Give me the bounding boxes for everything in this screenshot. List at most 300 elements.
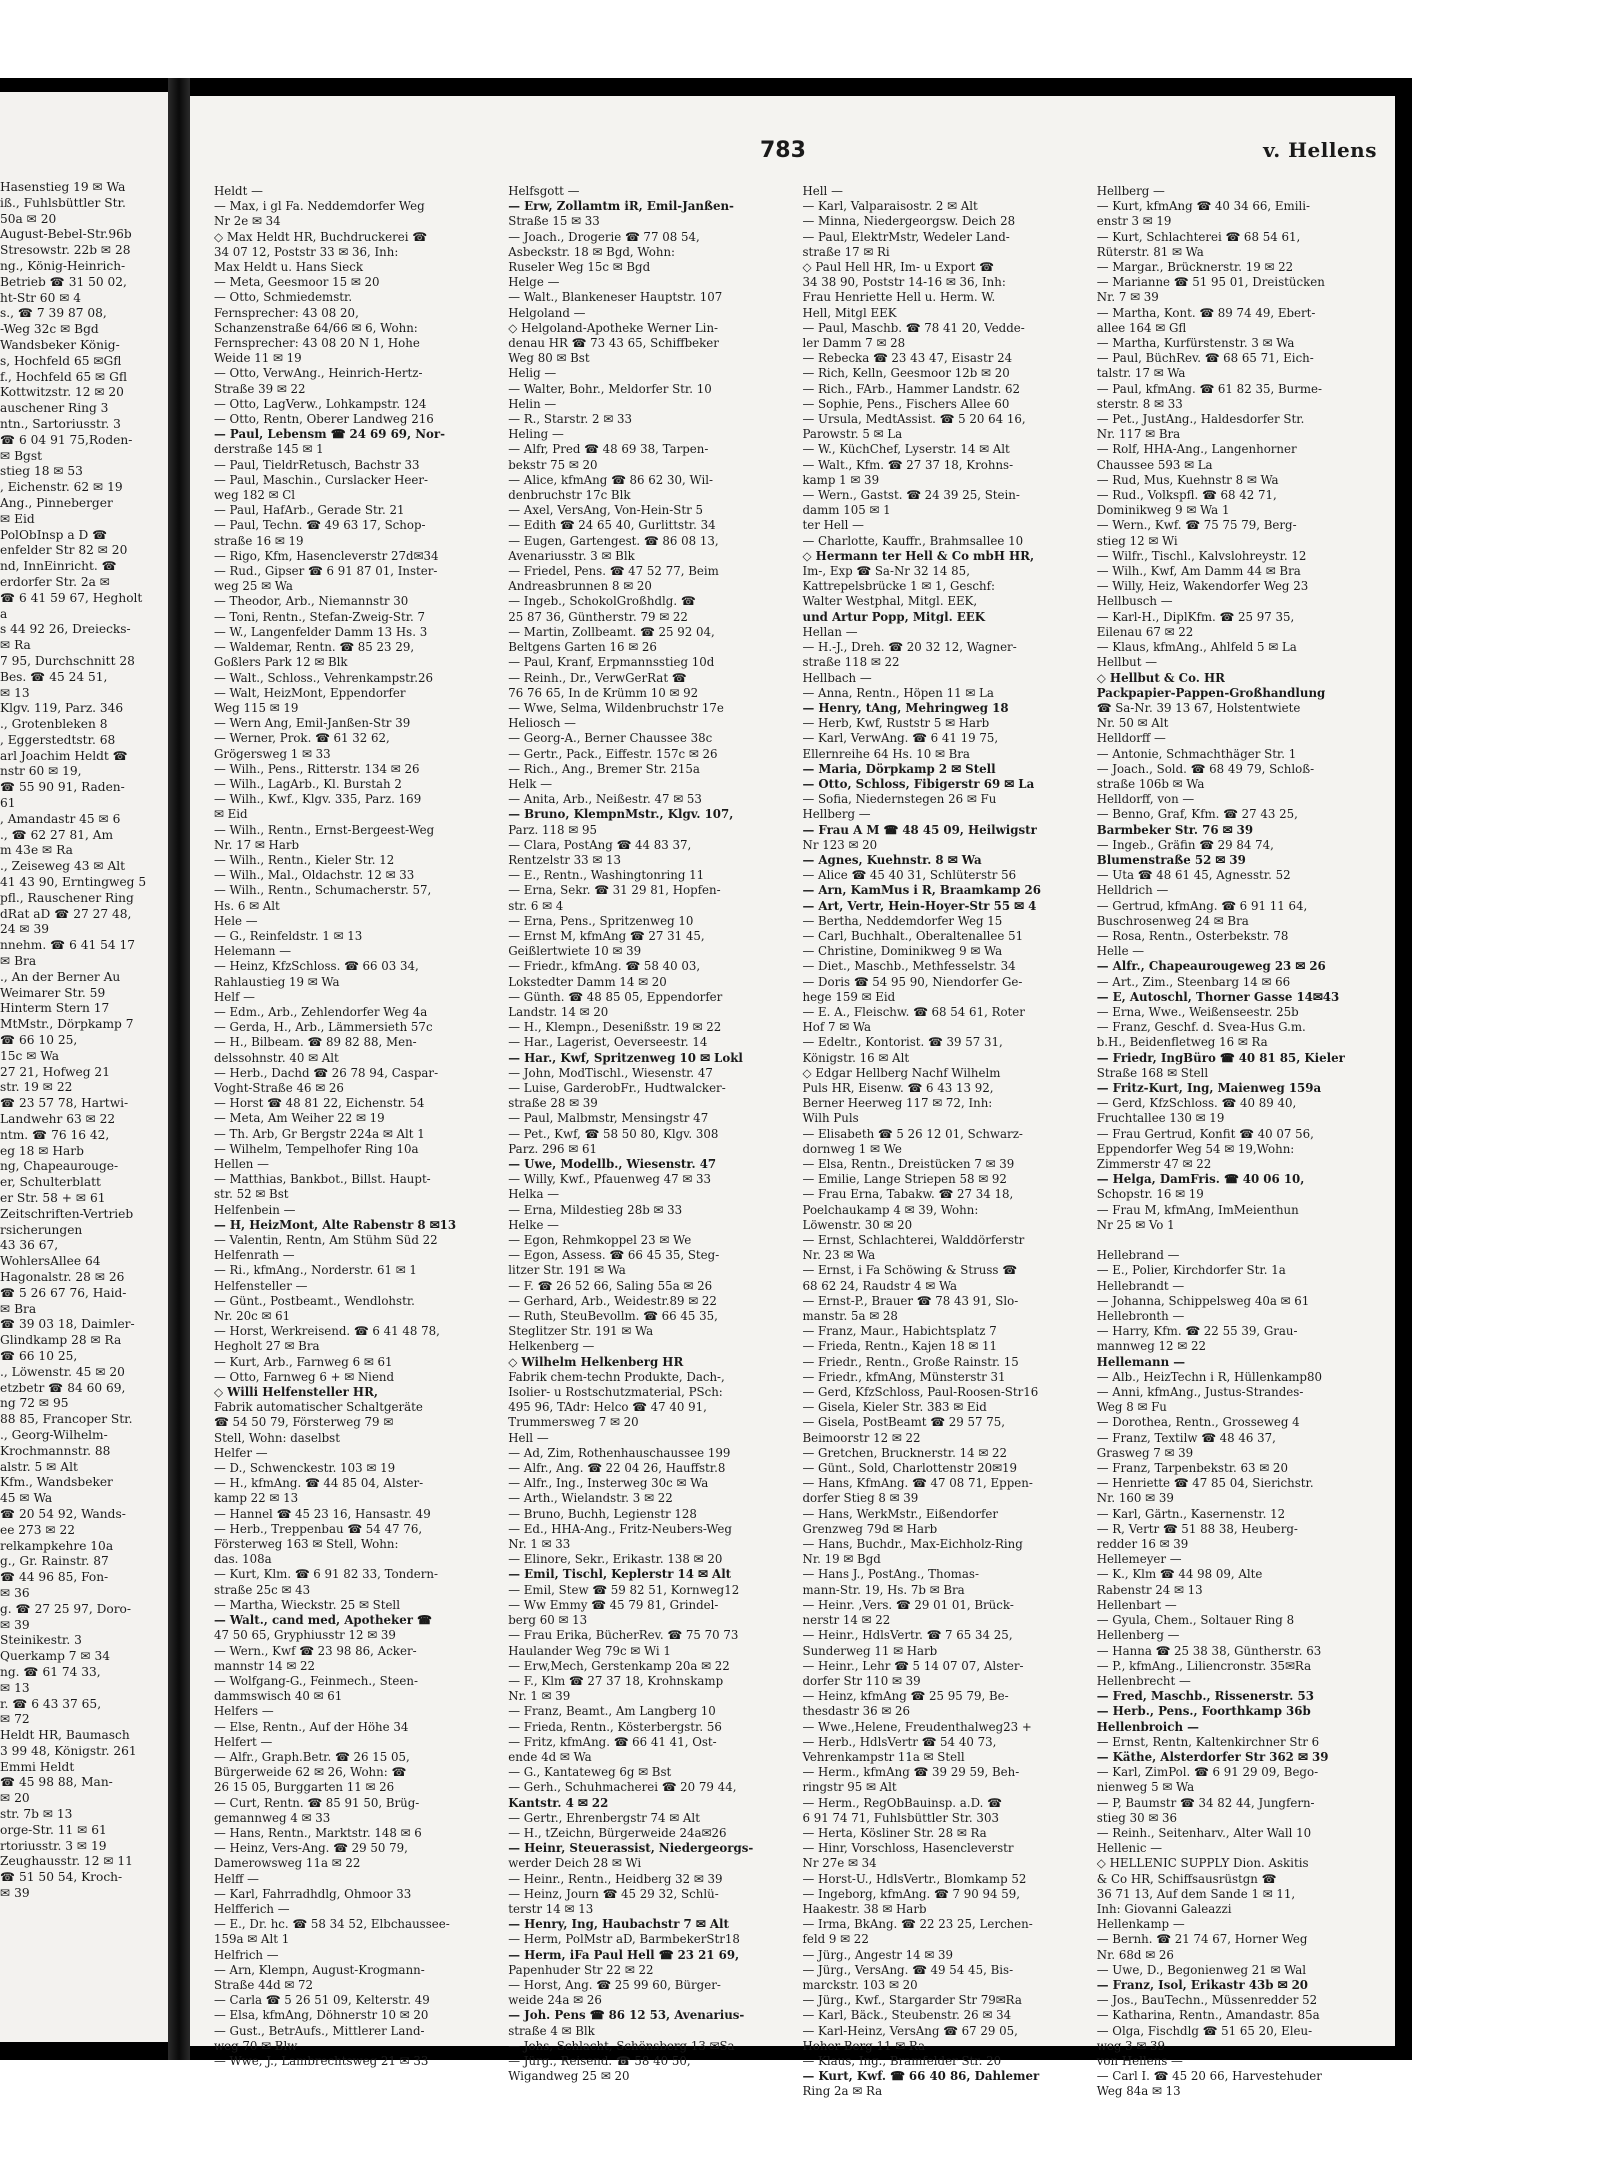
directory-entry: — Frau M, kfmAng, ImMeienthun <box>1096 1202 1299 1217</box>
directory-entry: — Kurt, Kwf. ☎ 66 40 86, Dahlemer <box>802 2069 1040 2084</box>
page-number: 783 <box>760 138 806 163</box>
directory-entry: — Heinz, KfzSchloss. ☎ 66 03 34, <box>214 959 419 974</box>
directory-entry: Hellebrand — <box>1096 1248 1180 1263</box>
directory-entry: Hellenbroich — <box>1096 1719 1199 1734</box>
directory-entry: — Erna, Wwe., Weißenseestr. 25b <box>1096 1004 1299 1019</box>
directory-entry: Hoher Berg 11 ✉ Ra <box>802 2038 926 2053</box>
directory-entry: kamp 22 ✉ 13 <box>214 1491 299 1506</box>
directory-entry: — Kurt, Schlachterei ☎ 68 54 61, <box>1096 229 1301 244</box>
directory-entry: Heling — <box>508 427 564 442</box>
directory-entry: — Erna, Mildestieg 28b ✉ 33 <box>508 1202 683 1217</box>
directory-entry: ◇ Hellbut & Co. HR <box>1096 670 1225 685</box>
directory-entry: — Ruth, SteuBevollm. ☎ 66 45 35, <box>508 1309 718 1324</box>
directory-entry: — Heinr. ,Vers. ☎ 29 01 01, Brück- <box>802 1597 1014 1612</box>
directory-entry: — Heinz, kfmAng ☎ 25 95 79, Be- <box>802 1689 1009 1704</box>
directory-entry: — Wilhelm, Tempelhofer Ring 10a <box>214 1141 419 1156</box>
left-fragment-line: Glindkamp 28 ✉ Ra <box>0 1333 122 1348</box>
left-fragment-line: alstr. 5 ✉ Alt <box>0 1459 78 1474</box>
directory-entry: Nr. 160 ✉ 39 <box>1096 1491 1174 1506</box>
directory-entry: — Heinz, Vers-Ang. ☎ 29 50 79, <box>214 1841 408 1856</box>
left-fragment-line: ✉ 13 <box>0 1680 30 1695</box>
directory-entry: — Luise, GarderobFr., Hudtwalcker- <box>508 1080 726 1095</box>
directory-entry: — P, Baumstr ☎ 34 82 44, Jungfern- <box>1096 1795 1315 1810</box>
directory-entry: 6 91 74 71, Fuhlsbüttler Str. 303 <box>802 1810 999 1825</box>
directory-entry: dornweg 1 ✉ We <box>802 1141 902 1156</box>
directory-entry: — Valentin, Rentn, Am Stühm Süd 22 <box>214 1233 438 1248</box>
directory-entry: — Wilh., Pens., Ritterstr. 134 ✉ 26 <box>214 761 420 776</box>
directory-entry: Wilh Puls <box>802 1111 859 1126</box>
directory-entry: straße 16 ✉ 19 <box>214 533 304 548</box>
directory-entry: Im-, Exp ☎ Sa-Nr 32 14 85, <box>802 564 970 579</box>
directory-entry: Fernsprecher: 43 08 20 N 1, Hohe <box>214 336 420 351</box>
directory-entry: — Egon, Rehmkoppel 23 ✉ We <box>508 1233 692 1248</box>
directory-entry: — Elisabeth ☎ 5 26 12 01, Schwarz- <box>802 1126 1023 1141</box>
directory-entry: — Alfr., Chapeaurougeweg 23 ✉ 26 <box>1096 959 1326 974</box>
directory-entry: — Eugen, Gartengest. ☎ 86 08 13, <box>508 533 719 548</box>
left-fragment-line: Hinterm Stern 17 <box>0 1001 110 1016</box>
directory-entry: — Franz, Maur., Habichtsplatz 7 <box>802 1324 997 1339</box>
directory-entry: — Heinz, Journ ☎ 45 29 32, Schlü- <box>508 1886 719 1901</box>
directory-entry: — Gerd, KfzSchloss, Paul-Roosen-Str16 <box>802 1385 1039 1400</box>
directory-entry: Hellenbrecht — <box>1096 1673 1191 1688</box>
directory-entry: litzer Str. 191 ✉ Wa <box>508 1263 626 1278</box>
directory-entry: — Anita, Arb., Neißestr. 47 ✉ 53 <box>508 792 702 807</box>
directory-entry: — Marianne ☎ 51 95 01, Dreistücken <box>1096 275 1325 290</box>
directory-entry: Helig — <box>508 366 557 381</box>
directory-entry: — H., Bilbeam. ☎ 89 82 88, Men- <box>214 1035 417 1050</box>
left-fragment-line: ☎ 45 98 88, Man- <box>0 1775 113 1790</box>
directory-entry: — Willy, Kwf., Pfauenweg 47 ✉ 33 <box>508 1172 712 1187</box>
directory-entry: — Ernst-P., Brauer ☎ 78 43 91, Slo- <box>802 1293 1019 1308</box>
directory-entry: — Gerda, H., Arb., Lämmersieth 57c <box>214 1020 433 1035</box>
directory-entry: — Walt., Blankeneser Hauptstr. 107 <box>508 290 723 305</box>
directory-entry: Fernsprecher: 43 08 20, <box>214 305 359 320</box>
directory-entry: — Benno, Graf, Kfm. ☎ 27 43 25, <box>1096 807 1298 822</box>
left-fragment-line: Stresowstr. 22b ✉ 28 <box>0 243 131 258</box>
directory-entry: — Paul, TieldrRetusch, Bachstr 33 <box>214 457 420 472</box>
directory-entry: weg 3 ✉ 39 <box>1096 2038 1166 2053</box>
directory-entry: kamp 1 ✉ 39 <box>802 472 880 487</box>
directory-entry: weg 25 ✉ Wa <box>214 579 293 594</box>
directory-entry: — Charlotte, Kauffr., Brahmsallee 10 <box>802 533 1024 548</box>
directory-entry: Max Heldt u. Hans Sieck <box>214 260 364 275</box>
directory-entry: — Wern Ang, Emil-Janßen-Str 39 <box>214 716 411 731</box>
directory-entry: — Friedr., kfmAng. ☎ 58 40 03, <box>508 959 701 974</box>
directory-entry: — Gust., BetrAufs., Mittlerer Land- <box>214 2023 425 2038</box>
directory-entry: — G., Reinfeldstr. 1 ✉ 13 <box>214 928 363 943</box>
directory-entry: — Edeltr., Kontorist. ☎ 39 57 31, <box>802 1035 1003 1050</box>
directory-entry: — R., Starstr. 2 ✉ 33 <box>508 412 632 427</box>
directory-entry: — H, HeizMont, Alte Rabenstr 8 ✉13 <box>214 1217 457 1232</box>
left-fragment-line: str. 19 ✉ 22 <box>0 1080 73 1095</box>
directory-entry: Dominikweg 9 ✉ Wa 1 <box>1096 503 1230 518</box>
left-fragment-line: ☎ 66 10 25, <box>0 1348 78 1363</box>
left-fragment-line: ☎ 6 04 91 75,Roden- <box>0 432 133 447</box>
directory-columns <box>214 184 1385 2099</box>
left-fragment-line: ☎ 6 41 59 67, Hegholt <box>0 590 143 605</box>
directory-entry: Stell, Wohn: daselbst <box>214 1430 340 1445</box>
directory-entry: — Frau Gertrud, Konfit ☎ 40 07 56, <box>1096 1126 1314 1141</box>
directory-entry: Hell — <box>802 184 843 198</box>
directory-entry: — Walt., Kfm. ☎ 27 37 18, Krohns- <box>802 457 1014 472</box>
left-fragment-line: arl Joachim Heldt ☎ <box>0 748 128 763</box>
directory-entry: — Diet., Maschb., Methfesselstr. 34 <box>802 959 1016 974</box>
directory-entry: — Alfr., Ang. ☎ 22 04 26, Hauffstr.8 <box>508 1461 726 1476</box>
directory-entry: straße 28 ✉ 39 <box>508 1096 598 1111</box>
directory-entry: — Günt., Sold, Charlottenstr 20✉19 <box>802 1461 1017 1476</box>
directory-entry: — Helga, DamFris. ☎ 40 06 10, <box>1096 1172 1305 1187</box>
left-fragment-line: er Str. 58 + ✉ 61 <box>0 1191 106 1205</box>
directory-entry: — Herm, iFa Paul Hell ☎ 23 21 69, <box>508 1947 740 1962</box>
directory-entry: Hellen — <box>214 1157 269 1171</box>
directory-entry: derstraße 145 ✉ 1 <box>214 442 324 457</box>
directory-entry: — Walt., cand med, Apotheker ☎ <box>214 1613 432 1628</box>
left-fragment-line: ., Zeiseweg 43 ✉ Alt <box>0 859 126 874</box>
directory-entry: Damerowsweg 11a ✉ 22 <box>214 1856 361 1871</box>
directory-entry: Straße 15 ✉ 33 <box>508 214 600 229</box>
left-fragment-line: 43 36 67, <box>0 1238 59 1253</box>
directory-entry: — Friedr., Rentn., Große Rainstr. 15 <box>802 1354 1019 1369</box>
directory-entry: — Karl, Bäck., Steubenstr. 26 ✉ 34 <box>802 2008 1012 2023</box>
directory-entry: Papenhuder Str 22 ✉ 22 <box>508 1962 654 1977</box>
directory-entry: Straße 39 ✉ 22 <box>214 381 306 396</box>
directory-entry: — Wern., Kwf. ☎ 75 75 79, Berg- <box>1096 518 1297 533</box>
directory-entry: — Rich., Ang., Bremer Str. 215a <box>508 761 700 776</box>
directory-entry: ◇ HELLENIC SUPPLY Dion. Askitis <box>1096 1856 1309 1871</box>
directory-entry: & Co HR, Schiffsausrüstgn ☎ <box>1096 1871 1277 1886</box>
left-fragment-line: stieg 18 ✉ 53 <box>0 464 83 479</box>
directory-entry: Helfferich — <box>214 1901 290 1916</box>
directory-entry: das. 108a <box>214 1552 272 1567</box>
directory-entry: Inh: Giovanni Galeazzi <box>1096 1901 1232 1916</box>
directory-entry: — Paul, BüchRev. ☎ 68 65 71, Eich- <box>1096 351 1314 366</box>
directory-entry: — Ernst, Schlachterei, Walddörferstr <box>802 1233 1025 1248</box>
left-fragment-line: ntn., Sartoriusstr. 3 <box>0 416 121 431</box>
left-fragment-line: -Weg 32c ✉ Bgd <box>0 322 99 337</box>
directory-entry: — Rich, Kelln, Geesmoor 12b ✉ 20 <box>802 366 1010 381</box>
directory-entry: Hegholt 27 ✉ Bra <box>214 1339 320 1354</box>
left-fragment-line: WohlersAllee 64 <box>0 1254 101 1269</box>
directory-entry: — Erw,Mech, Gerstenkamp 20a ✉ 22 <box>508 1658 730 1673</box>
directory-entry: Löwenstr. 30 ✉ 20 <box>802 1217 913 1232</box>
directory-entry: — Ad, Zim, Rothenhauschaussee 199 <box>508 1445 731 1460</box>
directory-entry: — Elsa, kfmAng, Döhnerstr 10 ✉ 20 <box>214 2008 429 2023</box>
directory-entry: Grasweg 7 ✉ 39 <box>1096 1445 1194 1460</box>
directory-entry: — Joach., Sold. ☎ 68 49 79, Schloß- <box>1096 761 1315 776</box>
directory-entry: — Alb., HeizTechn i R, Hüllenkamp80 <box>1096 1369 1322 1384</box>
left-fragment-line: eg 18 ✉ Harb <box>0 1143 84 1158</box>
directory-entry: Poelchaukamp 4 ✉ 39, Wohn: <box>802 1202 979 1217</box>
directory-entry: Steglitzer Str. 191 ✉ Wa <box>508 1324 654 1339</box>
left-fragment-line: ☎ 44 96 85, Fon- <box>0 1570 109 1585</box>
directory-entry: — Günt., Postbeamt., Wendlohstr. <box>214 1293 415 1308</box>
directory-entry: — Rich., FArb., Hammer Landstr. 62 <box>802 381 1021 396</box>
directory-entry: — Klaus, kfmAng., Ahlfeld 5 ✉ La <box>1096 640 1297 655</box>
directory-entry: — Reinh., Dr., VerwGerRat ☎ <box>508 670 687 685</box>
directory-entry: Haulander Weg 79c ✉ Wi 1 <box>508 1643 671 1658</box>
left-fragment-line: f., Hochfeld 65 ✉ Gfl <box>0 369 127 384</box>
directory-entry: — Friedr, IngBüro ☎ 40 81 85, Kieler <box>1096 1050 1345 1065</box>
directory-entry: Hell, Mitgl EEK <box>802 305 897 320</box>
directory-entry: Parz. 296 ✉ 61 <box>508 1141 597 1156</box>
directory-entry: 47 50 65, Gryphiusstr 12 ✉ 39 <box>214 1628 396 1643</box>
directory-entry: Heliosch — <box>508 716 576 731</box>
directory-entry: — Karl, VerwAng. ☎ 6 41 19 75, <box>802 731 999 746</box>
directory-entry: — E., Dr. hc. ☎ 58 34 52, Elbchaussee- <box>214 1917 450 1932</box>
directory-col-3 <box>802 184 1091 2099</box>
left-fragment-line: Zeughausstr. 12 ✉ 11 <box>0 1854 133 1869</box>
left-fragment-line: pfl., Rauschener Ring <box>0 890 134 905</box>
left-fragment-line: Heldt HR, Baumasch <box>0 1728 130 1743</box>
left-fragment-line: 27 21, Hofweg 21 <box>0 1064 110 1079</box>
left-fragment-line: rsicherungen <box>0 1222 83 1237</box>
directory-entry: gemannweg 4 ✉ 33 <box>214 1810 331 1825</box>
directory-page <box>190 96 1395 2099</box>
directory-entry: — Agnes, Kuehnstr. 8 ✉ Wa <box>802 852 982 867</box>
directory-entry: — Herb., HdlsVertr ☎ 54 40 73, <box>802 1734 997 1749</box>
directory-entry: — John, ModTischl., Wiesenstr. 47 <box>508 1065 713 1080</box>
directory-entry: — Herb., Pens., Foorthkamp 36b <box>1096 1704 1311 1719</box>
directory-entry: Försterweg 163 ✉ Stell, Wohn: <box>214 1537 399 1552</box>
left-fragment-line: Hagonalstr. 28 ✉ 26 <box>0 1269 125 1284</box>
directory-entry: Helfert — <box>214 1734 273 1749</box>
left-fragment-line: 61 <box>0 796 16 811</box>
directory-entry: — Herta, Kösliner Str. 28 ✉ Ra <box>802 1825 987 1840</box>
directory-entry: — Ri., kfmAng., Norderstr. 61 ✉ 1 <box>214 1263 417 1278</box>
left-fragment-line: ✉ Eid <box>0 511 35 526</box>
directory-entry: — Bruno, Buchh, Legienstr 128 <box>508 1506 697 1521</box>
left-fragment-line: r. ☎ 6 43 37 65, <box>0 1696 102 1711</box>
left-fragment-line: str. 7b ✉ 13 <box>0 1807 73 1822</box>
left-fragment-line: PolObInsp a D ☎ <box>0 527 108 542</box>
left-fragment-line: August-Bebel-Str.96b <box>0 227 132 242</box>
directory-entry: Hellenbart — <box>1096 1597 1177 1612</box>
directory-entry: mann-Str. 19, Hs. 7b ✉ Bra <box>802 1582 965 1597</box>
directory-entry: — Wolfgang-G., Feinmech., Steen- <box>214 1673 418 1688</box>
directory-entry: Weg 84a ✉ 13 <box>1096 2084 1181 2099</box>
directory-entry: Wigandweg 25 ✉ 20 <box>508 2069 630 2084</box>
directory-entry: marckstr. 103 ✉ 20 <box>802 1977 918 1992</box>
left-fragment-line: 3 99 48, Königstr. 261 <box>0 1743 137 1758</box>
directory-entry: Nr. 1 ✉ 39 <box>508 1689 571 1704</box>
directory-entry: hege 159 ✉ Eid <box>802 989 896 1004</box>
directory-entry: — W., Langenfelder Damm 13 Hs. 3 <box>214 624 428 639</box>
directory-entry: — Bernh. ☎ 21 74 67, Horner Weg <box>1096 1932 1308 1947</box>
directory-entry: — Bertha, Neddemdorfer Weg 15 <box>802 913 1003 928</box>
left-fragment-line: ht-Str 60 ✉ 4 <box>0 290 82 305</box>
directory-entry: ter Hell — <box>802 518 864 533</box>
directory-entry: — Minna, Niedergeorgsw. Deich 28 <box>802 214 1016 229</box>
directory-entry: — Christine, Dominikweg 9 ✉ Wa <box>802 944 1003 959</box>
directory-entry: 36 71 13, Auf dem Sande 1 ✉ 11, <box>1096 1886 1296 1901</box>
left-fragment-line: ., Löwenstr. 45 ✉ 20 <box>0 1364 125 1379</box>
directory-entry: Frau Henriette Hell u. Herm. W. <box>802 290 996 305</box>
directory-entry: — Günth. ☎ 48 85 05, Eppendorfer <box>508 989 723 1004</box>
directory-entry: Hell — <box>508 1430 549 1445</box>
directory-entry: Landstr. 14 ✉ 20 <box>508 1004 609 1019</box>
left-fragment-line: ✉ 39 <box>0 1886 30 1901</box>
directory-entry: dorfer Stieg 8 ✉ 39 <box>802 1491 919 1506</box>
directory-entry: Buschrosenweg 24 ✉ Bra <box>1096 913 1249 928</box>
directory-entry: ✉ Eid <box>214 807 248 822</box>
directory-entry: — Alfr., Ing., Insterweg 30c ✉ Wa <box>508 1476 709 1491</box>
directory-entry: Barmbeker Str. 76 ✉ 39 <box>1096 822 1254 837</box>
directory-entry: — F., Klm ☎ 27 37 18, Krohnskamp <box>508 1673 724 1688</box>
directory-entry: Helldorff — <box>1096 731 1166 746</box>
left-fragment-line: ✉ Bra <box>0 1301 37 1316</box>
directory-entry: — Karl-H., DiplKfm. ☎ 25 97 35, <box>1096 609 1295 624</box>
directory-entry: Helfsgott — <box>508 184 580 198</box>
directory-entry: — Herb, Kwf, Ruststr 5 ✉ Harb <box>802 716 990 731</box>
directory-entry: — Heinr., Lehr ☎ 5 14 07 07, Alster- <box>802 1658 1024 1673</box>
directory-entry: Bürgerweide 62 ✉ 26, Wohn: ☎ <box>214 1765 407 1780</box>
directory-entry: 34 38 90, Poststr 14-16 ✉ 36, Inh: <box>802 275 1006 290</box>
directory-entry: 34 07 12, Poststr 33 ✉ 36, Inh: <box>214 244 399 259</box>
directory-entry: Hellenic — <box>1096 1841 1163 1856</box>
directory-entry: — E., Rentn., Washingtonring 11 <box>508 868 705 883</box>
directory-entry: — Rud., Volkspfl. ☎ 68 42 71, <box>1096 488 1277 503</box>
directory-entry: ◇ Helgoland-Apotheke Werner Lin- <box>508 320 719 335</box>
left-fragment-line: ✉ 13 <box>0 685 30 700</box>
directory-entry: — Anni, kfmAng., Justus-Strandes- <box>1096 1385 1304 1400</box>
directory-entry: Nr. 23 ✉ Wa <box>802 1248 876 1263</box>
left-fragment-line: 41 43 90, Erntingweg 5 <box>0 875 147 890</box>
directory-entry: — Henry, Ing, Haubachstr 7 ✉ Alt <box>508 1917 729 1932</box>
directory-entry: Königstr. 16 ✉ Alt <box>802 1050 910 1065</box>
directory-entry: — Ingeb., SchokolGroßhdlg. ☎ <box>508 594 696 609</box>
directory-entry: 25 87 36, Güntherstr. 79 ✉ 22 <box>508 609 688 624</box>
directory-entry: — Hinr, Vorschloss, Hasencleverstr <box>802 1841 1014 1856</box>
directory-entry: — Hanna ☎ 25 38 38, Güntherstr. 63 <box>1096 1643 1322 1658</box>
directory-entry: talstr. 17 ✉ Wa <box>1096 366 1186 381</box>
directory-entry: — Gertr., Ehrenbergstr 74 ✉ Alt <box>508 1810 700 1825</box>
left-fragment-line: Landwehr 63 ✉ 22 <box>0 1112 116 1127</box>
directory-entry: — Herm, PolMstr aD, BarmbekerStr18 <box>508 1932 740 1947</box>
directory-entry: — Wwe.,Helene, Freudenthalweg23 + <box>802 1719 1032 1734</box>
directory-entry: — Arn, Klempn, August-Krogmann- <box>214 1962 425 1977</box>
directory-entry: ◇ Willi Helfensteller HR, <box>214 1385 378 1400</box>
directory-entry: — Margar., Brücknerstr. 19 ✉ 22 <box>1096 260 1294 275</box>
directory-entry: Fruchtallee 130 ✉ 19 <box>1096 1111 1225 1126</box>
directory-entry: Hellberg — <box>1096 184 1165 198</box>
directory-entry: — Hannel ☎ 45 23 16, Hansastr. 49 <box>214 1506 431 1521</box>
directory-entry: — Karl, ZimPol. ☎ 6 91 29 09, Bego- <box>1096 1765 1319 1780</box>
directory-entry: — Martha, Kont. ☎ 89 74 49, Ebert- <box>1096 305 1316 320</box>
left-fragment-line: 45 ✉ Wa <box>0 1491 53 1506</box>
directory-entry: Nr 27e ✉ 34 <box>802 1856 877 1871</box>
directory-entry: Nr. 19 ✉ Bgd <box>802 1552 881 1567</box>
directory-entry: dorfer Str 110 ✉ 39 <box>802 1673 921 1688</box>
directory-entry: — Pet., JustAng., Haldesdorfer Str. <box>1096 412 1305 427</box>
directory-entry: — Hans, Buchdr., Max-Eichholz-Ring <box>802 1537 1023 1552</box>
directory-entry: Blumenstraße 52 ✉ 39 <box>1096 852 1246 867</box>
directory-entry: — Jos., BauTechn., Müssenredder 52 <box>1096 1993 1318 2008</box>
directory-entry: Nr 2e ✉ 34 <box>214 214 281 229</box>
directory-entry: — Rosa, Rentn., Osterbekstr. 78 <box>1096 928 1289 943</box>
directory-entry: — Hans, KfmAng. ☎ 47 08 71, Eppen- <box>802 1476 1033 1491</box>
left-fragment-line: Wandsbeker König- <box>0 337 120 352</box>
left-fragment-line: g. ☎ 27 25 97, Doro- <box>0 1601 132 1616</box>
directory-entry: — Joh. Pens ☎ 86 12 53, Avenarius- <box>508 2008 745 2023</box>
directory-entry: — Jürg., Kwf., Stargarder Str 79✉Ra <box>802 1993 1022 2008</box>
directory-entry: redder 16 ✉ 39 <box>1096 1537 1189 1552</box>
directory-entry: denau HR ☎ 73 43 65, Schiffbeker <box>508 336 719 351</box>
directory-entry: Nr 25 ✉ Vo 1 <box>1096 1217 1175 1232</box>
directory-entry: — Walt, HeizMont, Eppendorfer <box>214 685 406 700</box>
left-fragment-line: Zeitschriften-Vertrieb <box>0 1206 134 1221</box>
directory-entry: — Gyula, Chem., Soltauer Ring 8 <box>1096 1613 1295 1628</box>
directory-entry: — Otto, Rentn, Oberer Landweg 216 <box>214 412 434 427</box>
directory-entry: — Ernst M, kfmAng ☎ 27 31 45, <box>508 928 705 943</box>
directory-entry: Nr. 68d ✉ 26 <box>1096 1947 1174 1962</box>
directory-entry: straße 106b ✉ Wa <box>1096 776 1205 791</box>
directory-entry: manstr. 5a ✉ 28 <box>802 1309 898 1324</box>
directory-entry: — Horst-U., HdlsVertr., Blomkamp 52 <box>802 1871 1027 1886</box>
directory-entry: — Carl I. ☎ 45 20 66, Harvestehuder <box>1096 2069 1322 2084</box>
left-fragment-line: ☎ 55 90 91, Raden- <box>0 780 125 795</box>
directory-entry: — Wilh., Rentn., Schumacherstr. 57, <box>214 883 432 898</box>
directory-entry: — Wilh., Kwf., Klgv. 335, Parz. 169 <box>214 792 422 807</box>
directory-entry: — Gerh., Schuhmacherei ☎ 20 79 44, <box>508 1780 737 1795</box>
directory-entry: straße 4 ✉ Blk <box>508 2023 595 2038</box>
directory-entry: Grögersweg 1 ✉ 33 <box>214 746 331 761</box>
directory-entry: ende 4d ✉ Wa <box>508 1749 592 1764</box>
directory-entry: allee 164 ✉ Gfl <box>1096 320 1187 335</box>
directory-entry: — Arn, KamMus i R, Braamkamp 26 <box>802 883 1041 898</box>
directory-entry: Parz. 118 ✉ 95 <box>508 822 597 837</box>
directory-entry: Heldt — <box>214 184 263 198</box>
directory-entry: Nr. 17 ✉ Harb <box>214 837 300 852</box>
directory-entry: — Irma, BkAng. ☎ 22 23 25, Lerchen- <box>802 1917 1033 1932</box>
directory-entry: — Paul, Maschin., Curslacker Heer- <box>214 472 428 487</box>
directory-entry: Helin — <box>508 396 557 411</box>
directory-entry: — Jürg., Angestr 14 ✉ 39 <box>802 1947 954 1962</box>
directory-entry: Nr. 117 ✉ Bra <box>1096 427 1181 442</box>
directory-entry: sterstr. 8 ✉ 33 <box>1096 396 1183 411</box>
directory-entry: — Frau Erna, Tabakw. ☎ 27 34 18, <box>802 1187 1014 1202</box>
directory-entry: Kantstr. 4 ✉ 22 <box>508 1795 609 1810</box>
directory-entry: straße 25c ✉ 43 <box>214 1582 311 1597</box>
directory-entry: — Edm., Arb., Zehlendorfer Weg 4a <box>214 1004 428 1019</box>
left-fragment-line: ✉ 36 <box>0 1585 30 1600</box>
directory-entry: delssohnstr. 40 ✉ Alt <box>214 1050 339 1065</box>
directory-entry: — Doris ☎ 54 95 90, Niendorfer Ge- <box>802 974 1023 989</box>
directory-entry: — Alice ☎ 45 40 31, Schlüterstr 56 <box>802 868 1017 883</box>
left-fragment-line: 15c ✉ Wa <box>0 1048 60 1063</box>
directory-entry: — Else, Rentn., Auf der Höhe 34 <box>214 1719 409 1734</box>
directory-entry: — Arth., Wielandstr. 3 ✉ 22 <box>508 1491 673 1506</box>
left-fragment-line: ✉ Bra <box>0 954 37 969</box>
directory-entry: — E, Autoschl, Thorner Gasse 14✉43 <box>1096 989 1340 1004</box>
directory-entry: — Harry, Kfm. ☎ 22 55 39, Grau- <box>1096 1324 1298 1339</box>
directory-entry: weg 182 ✉ Cl <box>214 488 296 503</box>
directory-entry: — Max, i gl Fa. Neddemdorfer Weg <box>214 199 425 214</box>
directory-entry: — Horst ☎ 48 81 22, Eichenstr. 54 <box>214 1096 425 1111</box>
directory-entry: Parowstr. 5 ✉ La <box>802 427 903 442</box>
directory-entry: 495 96, TAdr: Helco ☎ 47 40 91, <box>508 1400 707 1415</box>
directory-entry: ◇ Max Heldt HR, Buchdruckerei ☎ <box>214 229 427 244</box>
left-fragment-line: dRat aD ☎ 27 27 48, <box>0 906 132 921</box>
left-fragment-line: Bes. ☎ 45 24 51, <box>0 669 108 684</box>
directory-col-2 <box>508 184 796 2084</box>
left-fragment-line: Kottwitzstr. 12 ✉ 20 <box>0 385 124 400</box>
directory-entry: — Reinh., Seitenharv., Alter Wall 10 <box>1096 1825 1312 1840</box>
directory-entry: Andreasbrunnen 8 ✉ 20 <box>508 579 652 594</box>
directory-entry: mannweg 12 ✉ 22 <box>1096 1339 1206 1354</box>
directory-entry: — Pet., Kwf, ☎ 58 50 80, Klgv. 308 <box>508 1126 719 1141</box>
directory-entry: — Wilh., LagArb., Kl. Burstah 2 <box>214 776 402 791</box>
directory-entry: — Uta ☎ 48 61 45, Agnesstr. 52 <box>1096 868 1291 883</box>
